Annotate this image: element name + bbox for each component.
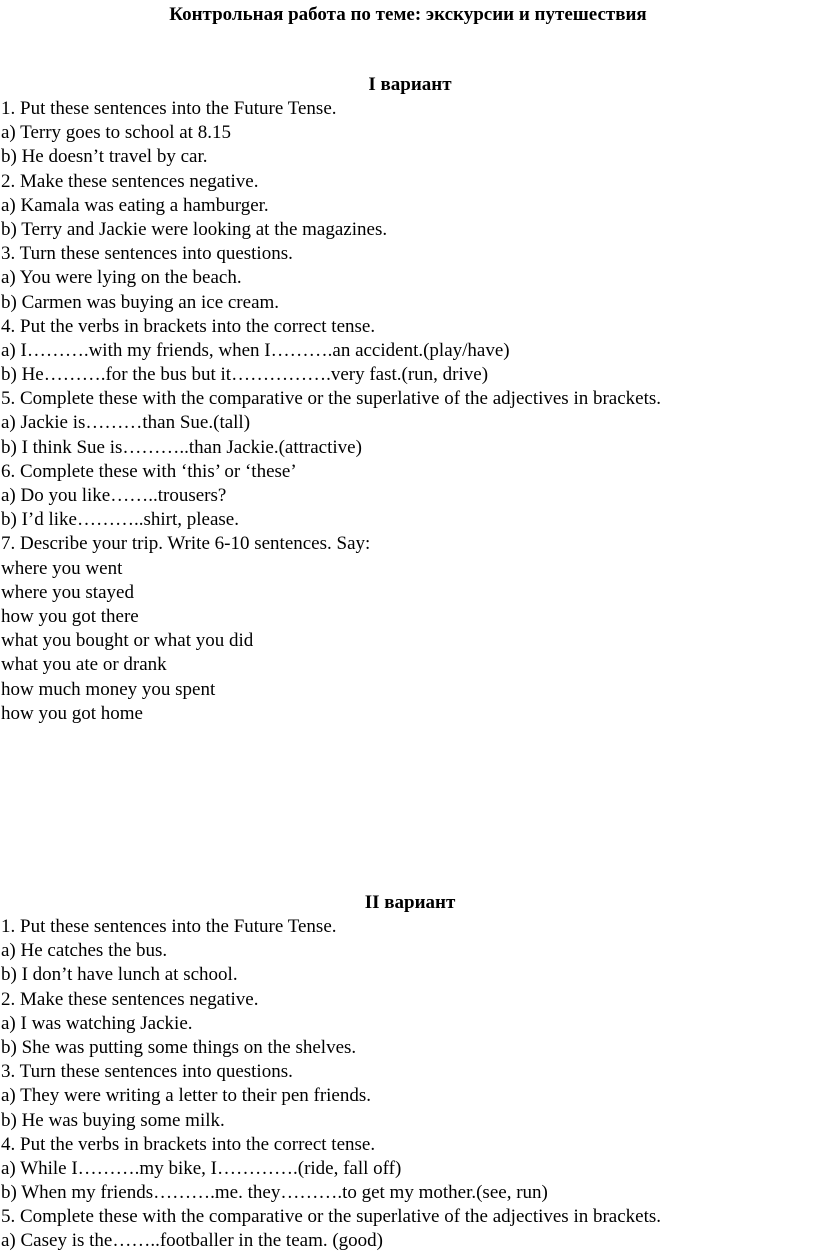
text-line: 1. Put these sentences into the Future Tense. xyxy=(1,916,337,937)
text-line: b) When my friends……….me. they……….to get my mother.(see, run) xyxy=(1,1182,548,1204)
text-line: 4. Put the verbs in brackets into the correct tense. xyxy=(1,315,376,337)
text-line: where you stayed xyxy=(1,581,134,603)
text-line: a) Casey is the……..footballer in the team. (good) xyxy=(1,1230,384,1252)
text-line: b) Terry and Jackie were looking at the magazines. xyxy=(1,218,388,240)
text-line: 2. Make these sentences negative. xyxy=(1,988,259,1010)
text-line: a) Kamala was eating a hamburger. xyxy=(1,194,269,216)
text-line: 6. Complete these with ‘this’ or ‘these’ xyxy=(1,460,297,482)
text-line: what you bought or what you did xyxy=(1,630,254,652)
text-line: a) They were writing a letter to their pen friends. xyxy=(1,1085,372,1107)
text-line: b) He……….for the bus but it…………….very fast.(run, drive) xyxy=(1,364,489,386)
text-line: 7. Describe your trip. Write 6-10 sentences. Say: xyxy=(1,533,371,555)
text-line: 5. Complete these with the comparative or the superlative of the adjectives in brackets. xyxy=(1,1206,662,1228)
text-line: what you ate or drank xyxy=(1,654,167,676)
text-line: b) He was buying some milk. xyxy=(1,1109,225,1131)
text-line: how you got there xyxy=(1,605,139,627)
variant-2-heading: II вариант xyxy=(364,892,456,913)
text-line: a) You were lying on the beach. xyxy=(1,267,242,289)
text-line: a) While I……….my bike, I………….(ride, fall off) xyxy=(1,1157,402,1179)
text-line: 1. Put these sentences into the Future Tense. xyxy=(1,98,337,119)
text-line: how much money you spent xyxy=(1,678,216,700)
variant-1-body xyxy=(1,97,813,726)
text-line: b) He doesn’t travel by car. xyxy=(1,146,208,168)
text-line: b) Carmen was buying an ice cream. xyxy=(1,291,280,313)
text-line: where you went xyxy=(1,557,123,579)
text-line: a) Do you like……..trousers? xyxy=(1,485,227,506)
text-line: a) I……….with my friends, when I……….an accident.(play/have) xyxy=(1,339,510,361)
variant-1-heading: I вариант xyxy=(368,74,452,95)
text-line: a) Jackie is………than Sue.(tall) xyxy=(1,412,251,434)
text-line: a) I was watching Jackie. xyxy=(1,1012,193,1034)
text-line: a) He catches the bus. xyxy=(1,940,168,962)
text-line: 4. Put the verbs in brackets into the correct tense. xyxy=(1,1133,376,1155)
text-line: b) I think Sue is………..than Jackie.(attractive) xyxy=(1,436,362,458)
text-line: b) She was putting some things on the shelves. xyxy=(1,1036,357,1058)
text-line: b) I’d like………..shirt, please. xyxy=(1,509,239,531)
text-line: how you got home xyxy=(1,702,143,724)
text-line: 5. Complete these with the comparative or the superlative of the adjectives in brackets. xyxy=(1,388,662,410)
text-line: 3. Turn these sentences into questions. xyxy=(1,243,293,265)
text-line: 2. Make these sentences negative. xyxy=(1,170,259,192)
text-line: a) Terry goes to school at 8.15 xyxy=(1,122,231,144)
text-line: 3. Turn these sentences into questions. xyxy=(1,1061,293,1083)
variant-2-body xyxy=(1,915,813,1254)
text-line: b) I don’t have lunch at school. xyxy=(1,964,238,986)
page-title: Контрольная работа по теме: экскурсии и путешествия xyxy=(169,4,647,25)
